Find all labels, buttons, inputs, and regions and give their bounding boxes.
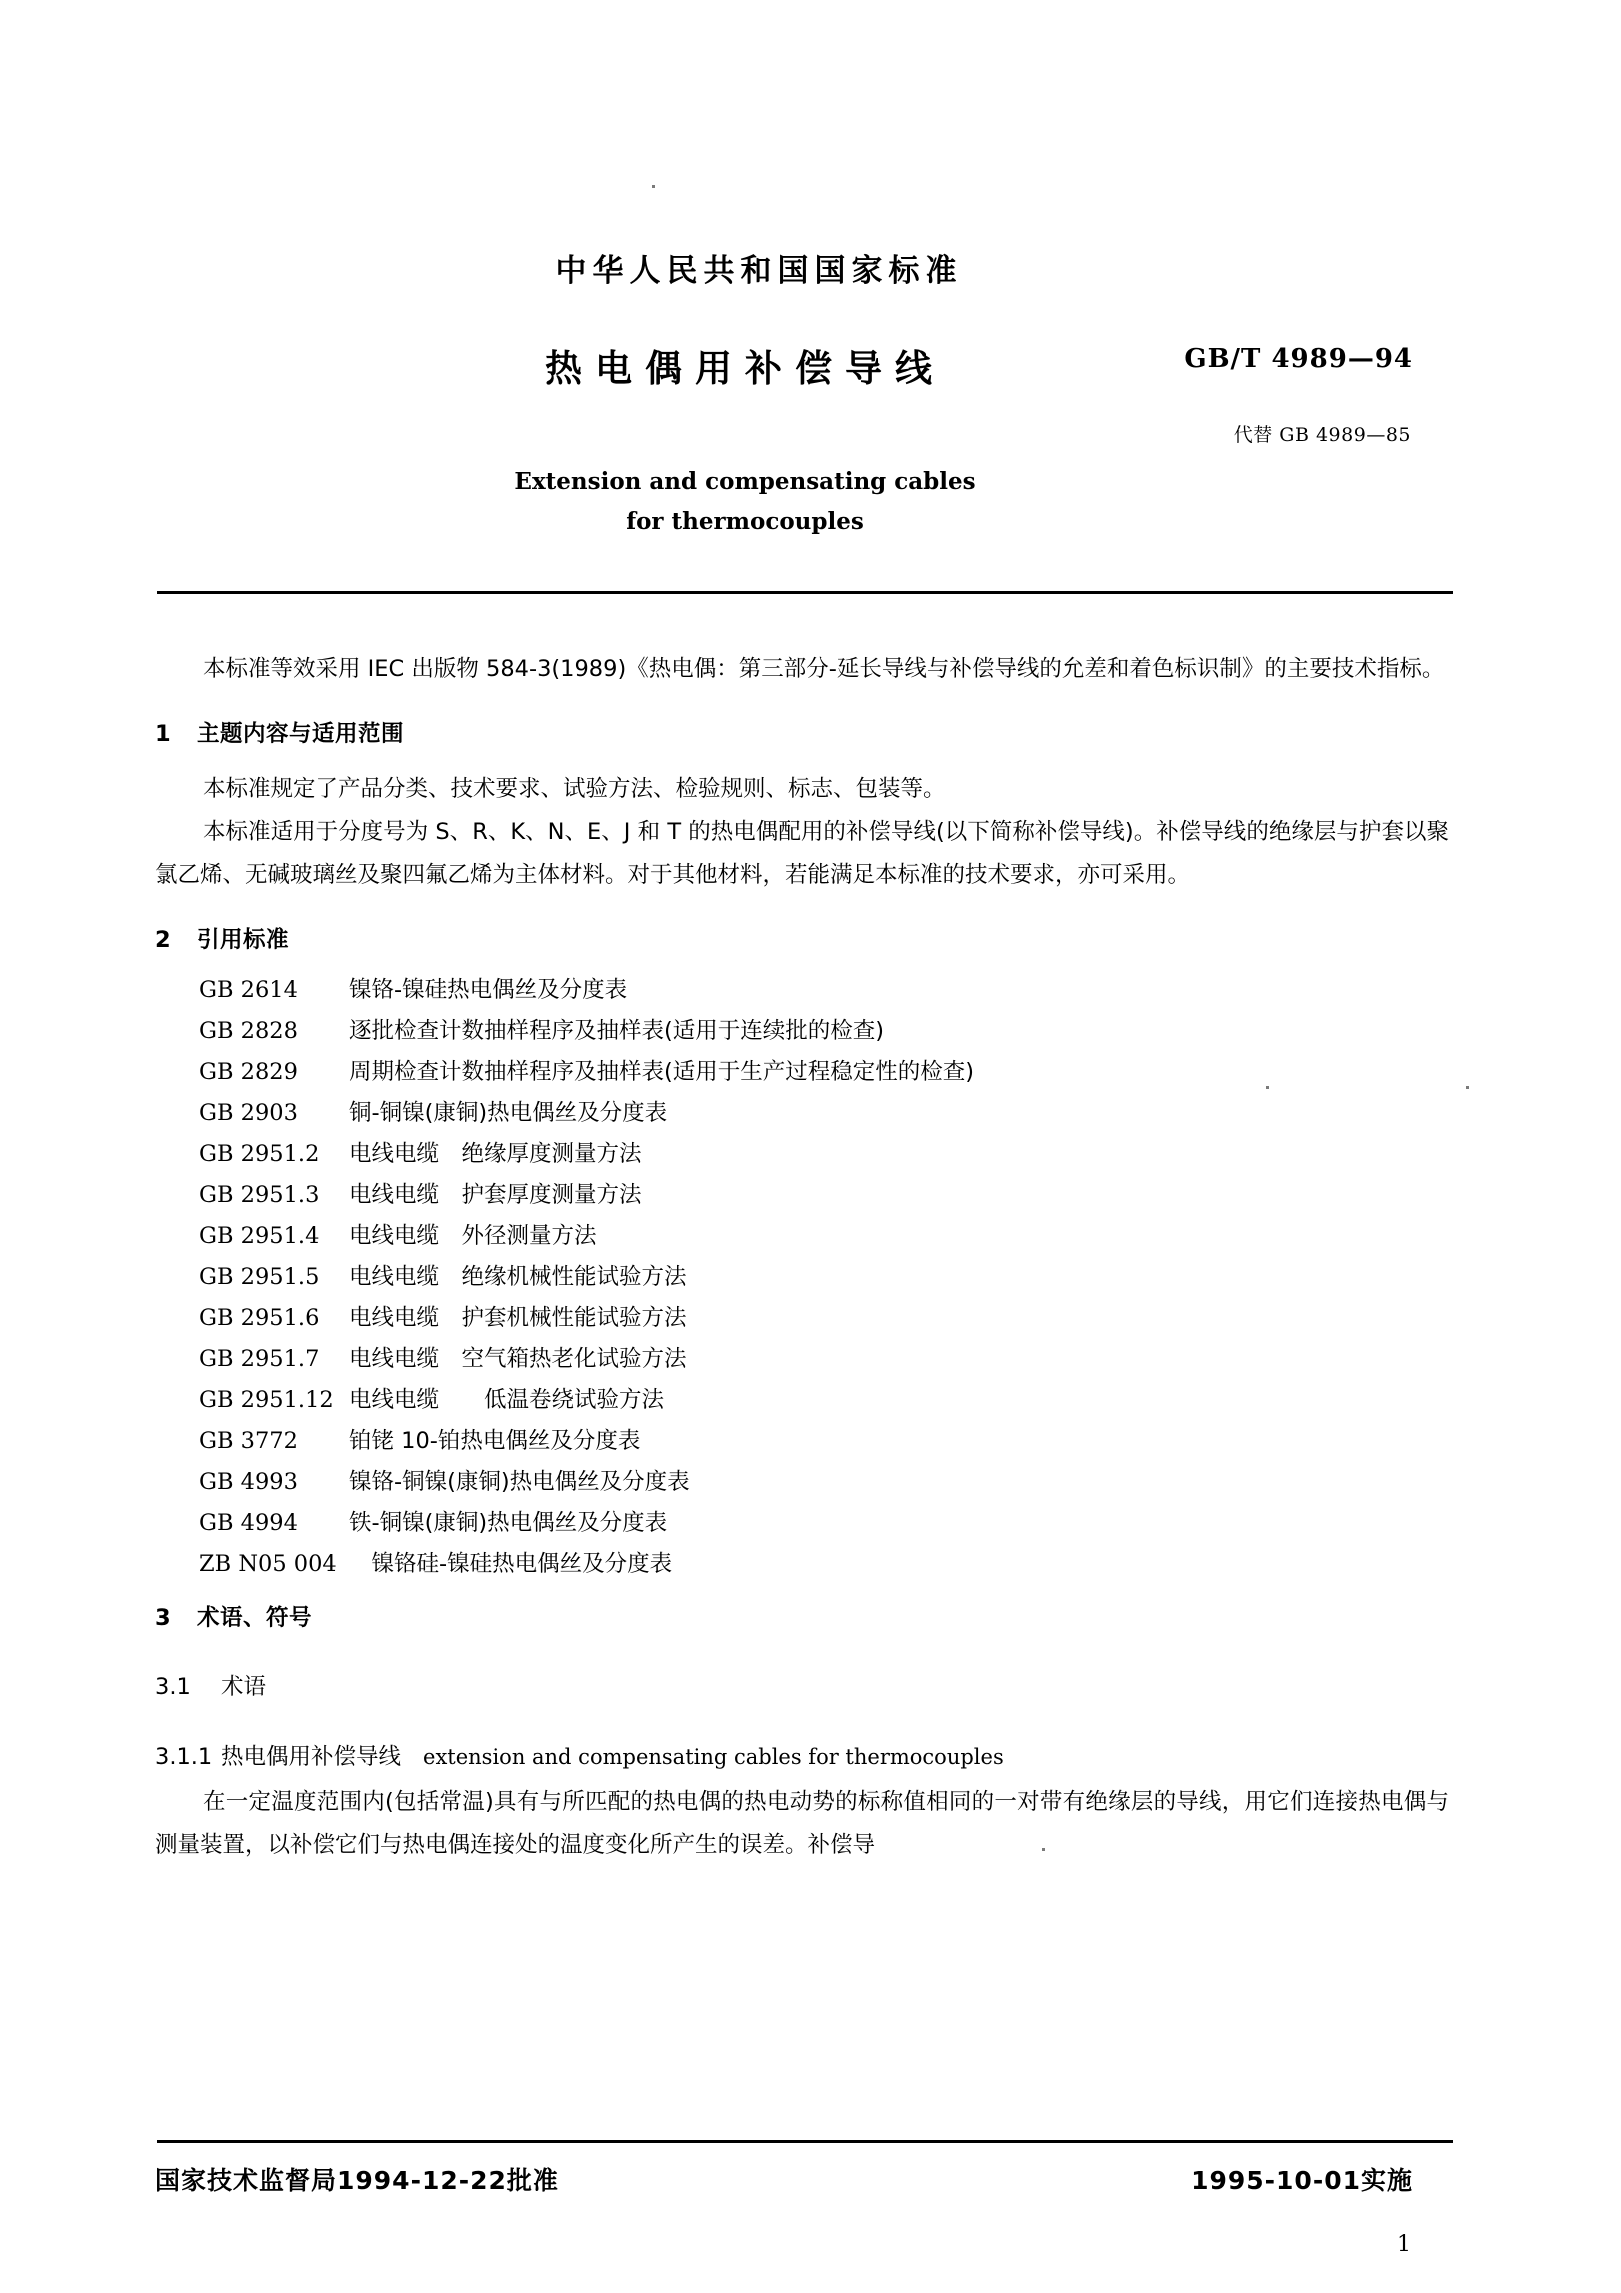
section-2-number: 2	[155, 927, 172, 954]
referenced-standards-list	[155, 976, 1455, 1577]
list-item	[199, 1427, 1455, 1454]
reference-code: GB 2951.2	[199, 1140, 320, 1167]
reference-title: 周期检查计数抽样程序及抽样表(适用于生产过程稳定性的检查)	[349, 1058, 975, 1085]
english-title	[155, 462, 1455, 543]
reference-code: ZB N05 004	[199, 1550, 337, 1577]
document-body	[155, 648, 1455, 1868]
subsection-heading-3-1-1	[155, 1736, 1455, 1779]
reference-code: GB 2951.5	[199, 1263, 320, 1290]
section-3-paragraph-1: 在一定温度范围内(包括常温)具有与所匹配的热电偶的热电动势的标称值相同的一对带有绝缘层的导线，用它们连接热电偶与测量装置，以补偿它们与热电偶连接处的温度变化所产生的误差。补偿导	[155, 1788, 1449, 1858]
reference-title: 电线电缆 护套机械性能试验方法	[349, 1304, 687, 1331]
list-item	[199, 1099, 1455, 1126]
list-item	[199, 1140, 1455, 1167]
list-item	[199, 1263, 1455, 1290]
section-heading-3	[155, 1597, 1455, 1640]
reference-title: 铜-铜镍(康铜)热电偶丝及分度表	[349, 1099, 668, 1126]
approval-statement: 国家技术监督局1994-12-22批准	[155, 2166, 559, 2195]
list-item	[199, 1509, 1455, 1536]
reference-title: 电线电缆 外径测量方法	[349, 1222, 597, 1249]
reference-code: GB 2951.4	[199, 1222, 320, 1249]
reference-title: 电线电缆 绝缘机械性能试验方法	[349, 1263, 687, 1290]
reference-title: 电线电缆 护套厚度测量方法	[349, 1181, 642, 1208]
subsection-3-1-1-english: extension and compensating cables for thermocouples	[423, 1744, 1004, 1769]
reference-title: 逐批检查计数抽样程序及抽样表(适用于连续批的检查)	[349, 1017, 885, 1044]
section-1-paragraph-2: 本标准适用于分度号为 S、R、K、N、E、J 和 T 的热电偶配用的补偿导线(以下简称补偿导线)。补偿导线的绝缘层与护套以聚氯乙烯、无碱玻璃丝及聚四氟乙烯为主体材料。对于其他材料，若能满足本标准的技术要求，亦可采用。	[155, 819, 1449, 889]
reference-code: GB 3772	[199, 1427, 298, 1454]
reference-title: 铂铑 10-铂热电偶丝及分度表	[349, 1427, 641, 1454]
header-divider	[157, 591, 1453, 594]
subsection-3-1-1-number: 3.1.1	[155, 1743, 213, 1770]
standard-replaces: 代替 GB 4989—85	[1233, 424, 1411, 446]
section-3-number: 3	[155, 1605, 172, 1632]
list-item	[199, 1304, 1455, 1331]
section-1-paragraph-1: 本标准规定了产品分类、技术要求、试验方法、检验规则、标志、包装等。	[203, 775, 946, 802]
subsection-3-1-number: 3.1	[155, 1674, 191, 1701]
section-1-number: 1	[155, 720, 172, 747]
footer-divider	[157, 2140, 1453, 2143]
page-number: 1	[1397, 2232, 1411, 2257]
title-row	[155, 338, 1455, 458]
reference-code: GB 2951.6	[199, 1304, 320, 1331]
implementation-date: 1995-10-01实施	[1191, 2166, 1413, 2195]
section-1-title: 主题内容与适用范围	[197, 720, 405, 747]
english-title-line2: for thermocouples	[626, 508, 864, 536]
standard-number: GB/T 4989—94	[1184, 344, 1413, 374]
reference-title: 电线电缆 绝缘厚度测量方法	[349, 1140, 642, 1167]
reference-code: GB 2951.7	[199, 1345, 320, 1372]
national-standard-banner: 中华人民共和国国家标准	[555, 253, 963, 289]
reference-code: GB 4993	[199, 1468, 298, 1495]
reference-code: GB 2903	[199, 1099, 298, 1126]
reference-title: 镍铬-铜镍(康铜)热电偶丝及分度表	[349, 1468, 690, 1495]
list-item	[199, 1345, 1455, 1372]
section-3-title: 术语、符号	[197, 1605, 313, 1632]
list-item	[199, 1017, 1455, 1044]
list-item	[199, 1386, 1455, 1413]
subsection-3-1-1-title: 热电偶用补偿导线	[221, 1743, 402, 1770]
list-item	[199, 976, 1455, 1003]
page-footer	[155, 2161, 1455, 2201]
registration-mark	[1466, 1086, 1469, 1089]
reference-title: 镍铬-镍硅热电偶丝及分度表	[349, 976, 628, 1003]
reference-title: 镍铬硅-镍硅热电偶丝及分度表	[349, 1550, 673, 1577]
reference-code: GB 2828	[199, 1017, 298, 1044]
reference-code: GB 2829	[199, 1058, 298, 1085]
subsection-3-1-title: 术语	[221, 1674, 267, 1701]
list-item	[199, 1058, 1455, 1085]
section-2-title: 引用标准	[197, 927, 290, 954]
page-title: 热电偶用补偿导线	[545, 347, 945, 390]
intro-paragraph: 本标准等效采用 IEC 出版物 584-3(1989)《热电偶：第三部分-延长导线与补偿导线的允差和着色标识制》的主要技术指标。	[203, 655, 1445, 682]
list-item	[199, 1550, 1455, 1577]
subsection-heading-3-1	[155, 1666, 1455, 1709]
list-item	[199, 1181, 1455, 1208]
section-heading-2	[155, 919, 1455, 962]
reference-code: GB 2951.3	[199, 1181, 320, 1208]
section-heading-1	[155, 713, 1455, 756]
reference-code: GB 4994	[199, 1509, 298, 1536]
reference-code: GB 2951.12	[199, 1386, 334, 1413]
reference-title: 电线电缆 低温卷绕试验方法	[349, 1386, 665, 1413]
list-item	[199, 1468, 1455, 1495]
reference-title: 电线电缆 空气箱热老化试验方法	[349, 1345, 687, 1372]
page-content	[155, 0, 1455, 2293]
english-title-line1: Extension and compensating cables	[514, 468, 976, 495]
reference-title: 铁-铜镍(康铜)热电偶丝及分度表	[349, 1509, 668, 1536]
list-item	[199, 1222, 1455, 1249]
reference-code: GB 2614	[199, 976, 298, 1003]
